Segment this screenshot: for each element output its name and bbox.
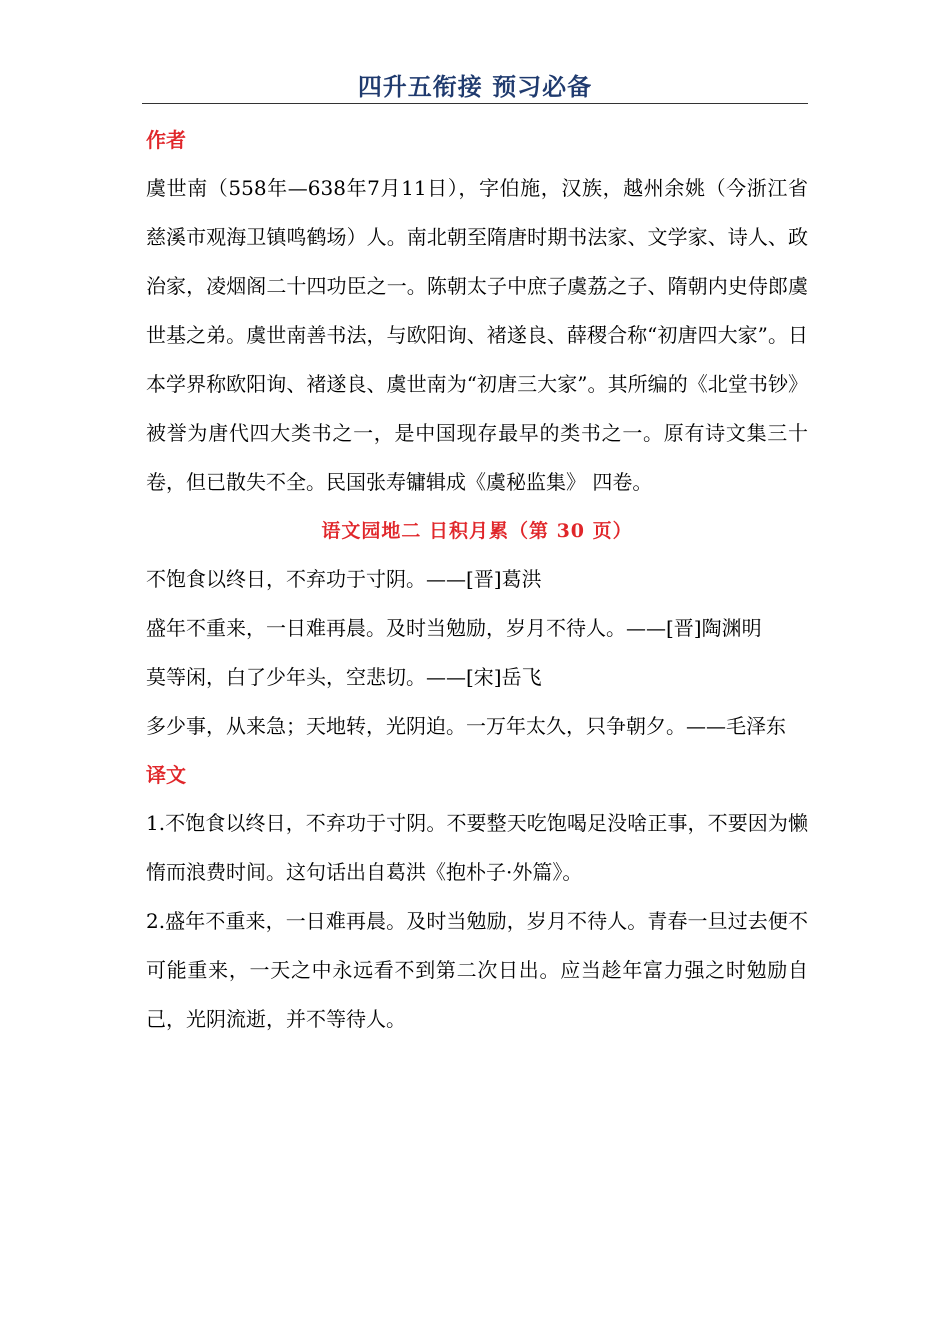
- translation-heading: 译文: [146, 763, 186, 787]
- document-content: [146, 116, 808, 1044]
- author-heading: 作者: [146, 128, 186, 152]
- quote-line: 盛年不重来，一日难再晨。及时当勉励，岁月不待人。——[晋]陶渊明: [146, 616, 762, 640]
- header-divider: [142, 103, 808, 104]
- quote-line: 多少事，从来急；天地转，光阴迫。一万年太久，只争朝夕。——毛泽东: [146, 714, 786, 738]
- author-biography: 虞世南（558年—638年7月11日），字伯施，汉族，越州余姚（今浙江省慈溪市观海卫镇鸣鹤场）人。南北朝至隋唐时期书法家、文学家、诗人、政治家，凌烟阁二十四功臣之一。陈朝太子中庶子虞荔之子、隋朝内史侍郎虞世基之弟。虞世南善书法，与欧阳询、褚遂良、薛稷合称“初唐四大家”。日本学界称欧阳询、褚遂良、虞世南为“初唐三大家”。其所编的《北堂书钞》被誉为唐代四大类书之一，是中国现存最早的类书之一。原有诗文集三十卷，但已散失不全。民国张寿镛辑成《虞秘监集》 四卷。: [146, 176, 808, 494]
- quote-line: 莫等闲，白了少年头，空悲切。——[宋]岳飞: [146, 665, 542, 689]
- quote-line: 不饱食以终日，不弃功于寸阴。——[晋]葛洪: [146, 567, 542, 591]
- translation-item: 1.不饱食以终日，不弃功于寸阴。不要整天吃饱喝足没啥正事，不要因为懒惰而浪费时间。这句话出自葛洪《抱朴子·外篇》。: [146, 811, 808, 884]
- translation-item: 2.盛年不重来，一日难再晨。及时当勉励，岁月不待人。青春一旦过去便不可能重来，一天之中永远看不到第二次日出。应当趁年富力强之时勉励自己，光阴流逝，并不等待人。: [146, 909, 808, 1031]
- page-header-title: 四升五衔接 预习必备: [357, 73, 593, 101]
- garden-heading: 语文园地二 日积月累（第 30 页）: [321, 520, 633, 542]
